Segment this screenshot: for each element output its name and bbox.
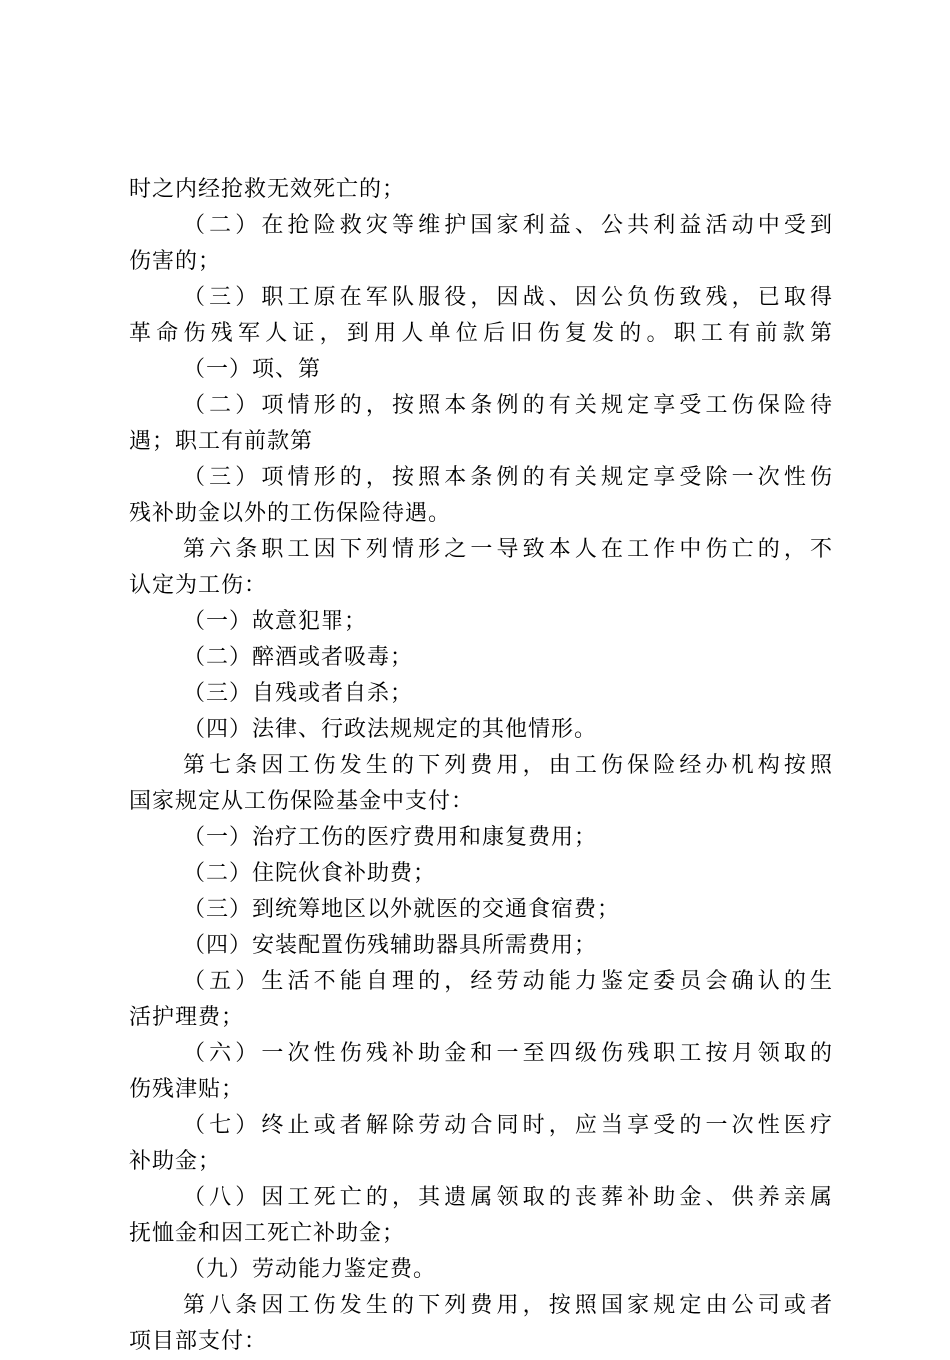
text-line: （一）故意犯罪； xyxy=(183,609,368,634)
text-line: 补助金； xyxy=(129,1149,222,1174)
text-line: 抚恤金和因工死亡补助金； xyxy=(129,1221,406,1246)
text-line: （八）因工死亡的，其遗属领取的丧葬补助金、供养亲属 xyxy=(183,1185,833,1210)
text-line: （二）住院伙食补助费； xyxy=(183,861,437,886)
text-line: （二）在抢险救灾等维护国家利益、公共利益活动中受到 xyxy=(183,213,833,238)
text-line: 残补助金以外的工伤保险待遇。 xyxy=(129,501,452,526)
text-line: （二）项情形的，按照本条例的有关规定享受工伤保险待 xyxy=(183,393,833,418)
text-line: 认定为工伤： xyxy=(129,573,268,598)
text-line: 活护理费； xyxy=(129,1005,245,1030)
text-line: （六）一次性伤残补助金和一至四级伤残职工按月领取的 xyxy=(183,1041,833,1066)
text-line: 革命伤残军人证，到用人单位后旧伤复发的。职工有前款第 xyxy=(129,321,833,346)
text-line: （九）劳动能力鉴定费。 xyxy=(183,1257,437,1282)
text-line: 伤残津贴； xyxy=(129,1077,245,1102)
text-line: 第八条因工伤发生的下列费用，按照国家规定由公司或者 xyxy=(183,1293,833,1318)
text-line: （一）治疗工伤的医疗费用和康复费用； xyxy=(183,825,598,850)
text-line: 国家规定从工伤保险基金中支付： xyxy=(129,789,475,814)
document-body xyxy=(129,172,833,1360)
text-line: （七）终止或者解除劳动合同时，应当享受的一次性医疗 xyxy=(183,1113,833,1138)
text-line: （四）安装配置伤残辅助器具所需费用； xyxy=(183,933,598,958)
text-line: 时之内经抢救无效死亡的； xyxy=(129,177,406,202)
text-line: （三）项情形的，按照本条例的有关规定享受除一次性伤 xyxy=(183,465,833,490)
text-line: 第六条职工因下列情形之一导致本人在工作中伤亡的，不 xyxy=(183,537,833,562)
text-line: 伤害的； xyxy=(129,249,222,274)
text-line: 项目部支付： xyxy=(129,1329,268,1354)
text-line: 第七条因工伤发生的下列费用，由工伤保险经办机构按照 xyxy=(183,753,833,778)
text-line: （二）醉酒或者吸毒； xyxy=(183,645,414,670)
text-line: （一）项、第 xyxy=(183,357,322,382)
text-line: 遇；职工有前款第 xyxy=(129,429,314,454)
text-line: （五）生活不能自理的，经劳动能力鉴定委员会确认的生 xyxy=(183,969,833,994)
text-line: （四）法律、行政法规规定的其他情形。 xyxy=(183,717,598,742)
text-line: （三）职工原在军队服役，因战、因公负伤致残，已取得 xyxy=(183,285,833,310)
text-line: （三）自残或者自杀； xyxy=(183,681,414,706)
text-line: （三）到统筹地区以外就医的交通食宿费； xyxy=(183,897,621,922)
